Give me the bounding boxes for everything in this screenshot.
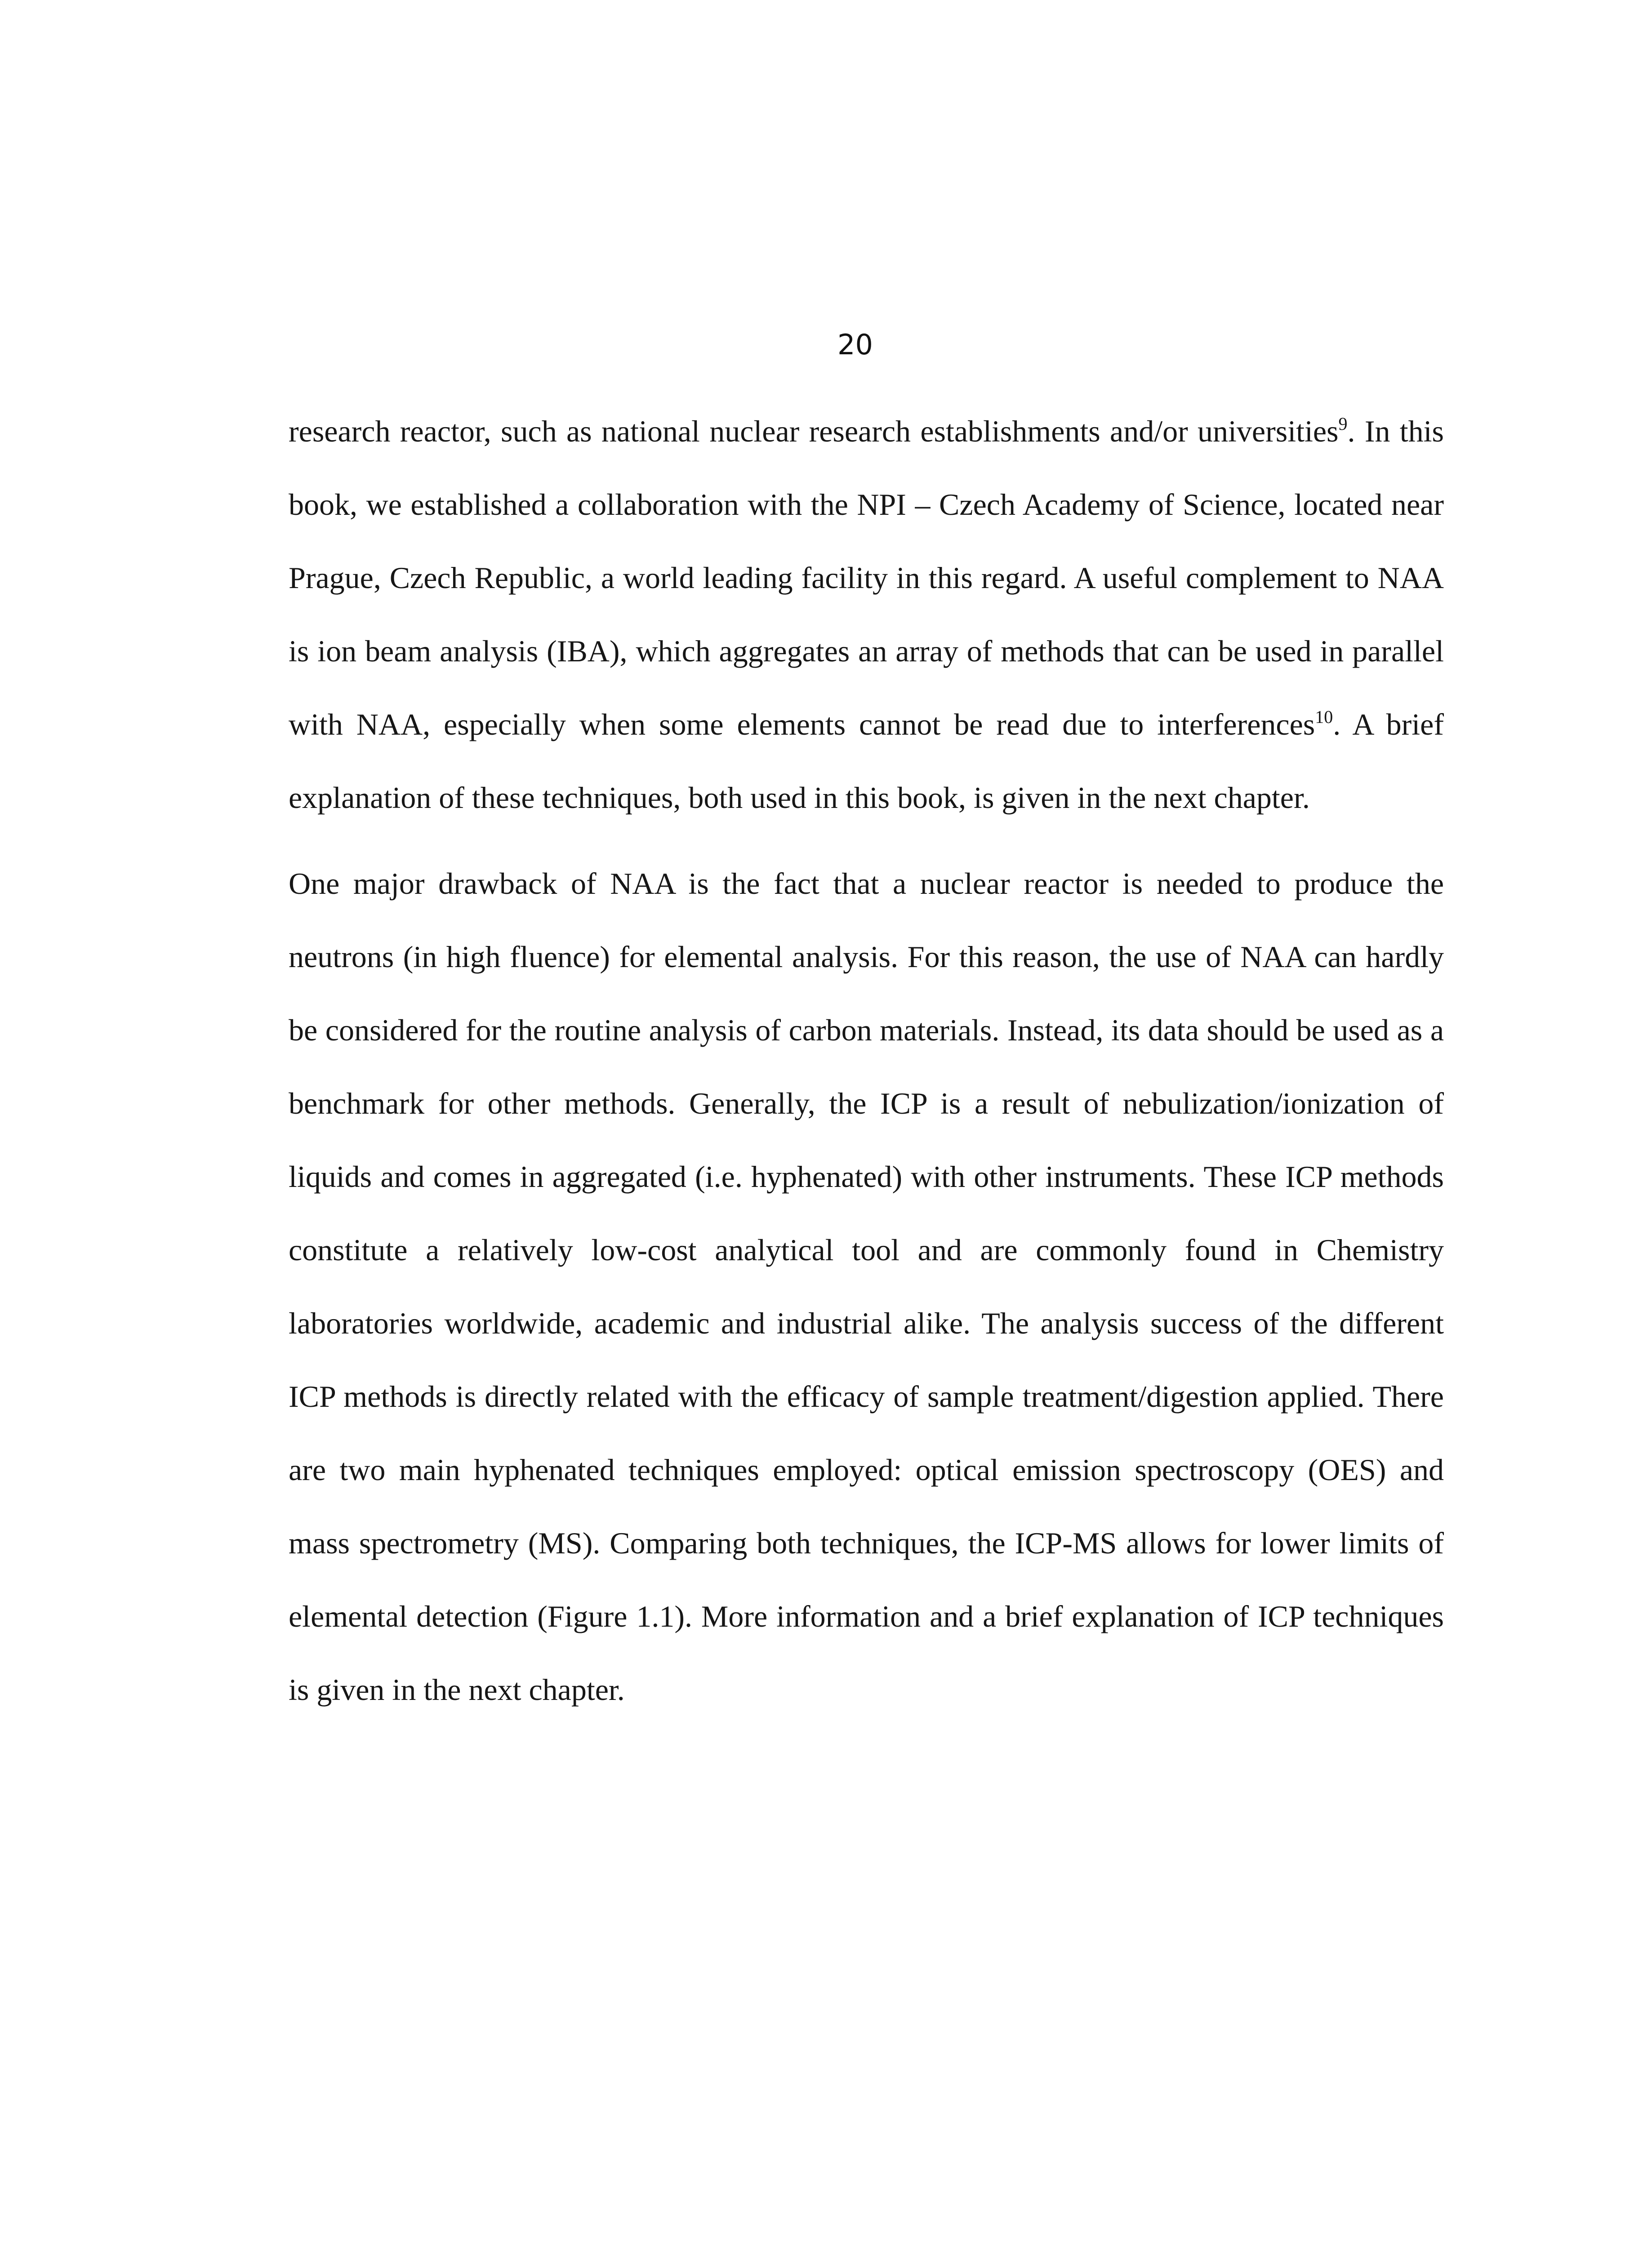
paragraph-1	[289, 395, 1444, 834]
body-text	[289, 395, 1444, 1726]
paragraph-1-text-a: research reactor, such as national nuclear research establishments and/or universities	[289, 414, 1339, 448]
paragraph-1-text-c: . A brief explanation of these techniques, both used in this book, is given in the next chapter.	[289, 707, 1444, 815]
paragraph-2: One major drawback of NAA is the fact that a nuclear reactor is needed to produce the neutrons (in high fluence) for elemental analysis. For this reason, the use of NAA can hardly be considered for the routine analysis of carbon materials. Instead, its data should be used as a benchmark for other methods. Generally, the ICP is a result of nebulization/ionization of liquids and comes in aggregated (i.e. hyphenated) with other instruments. These ICP methods constitute a relatively low-cost analytical tool and are commonly found in Chemistry laboratories worldwide, academic and industrial alike. The analysis success of the different ICP methods is directly related with the efficacy of sample treatment/digestion applied. There are two main hyphenated techniques employed: optical emission spectroscopy (OES) and mass spectrometry (MS). Comparing both techniques, the ICP-MS allows for lower limits of elemental detection (Figure 1.1). More information and a brief explanation of ICP techniques is given in the next chapter.	[289, 866, 1444, 1707]
footnote-ref-9: 9	[1338, 414, 1348, 434]
footnote-ref-10: 10	[1315, 707, 1333, 727]
paragraph-1-text-b: . In this book, we established a collaboration with the NPI – Czech Academy of Science, located near Prague, Czech Republic, a world leading facility in this regard. A useful complement to NAA is ion beam analysis (IBA), which aggregates an array of methods that can be used in parallel with NAA, especially when some elements cannot be read due to interferences	[289, 414, 1444, 741]
page-number: 20	[837, 328, 873, 361]
